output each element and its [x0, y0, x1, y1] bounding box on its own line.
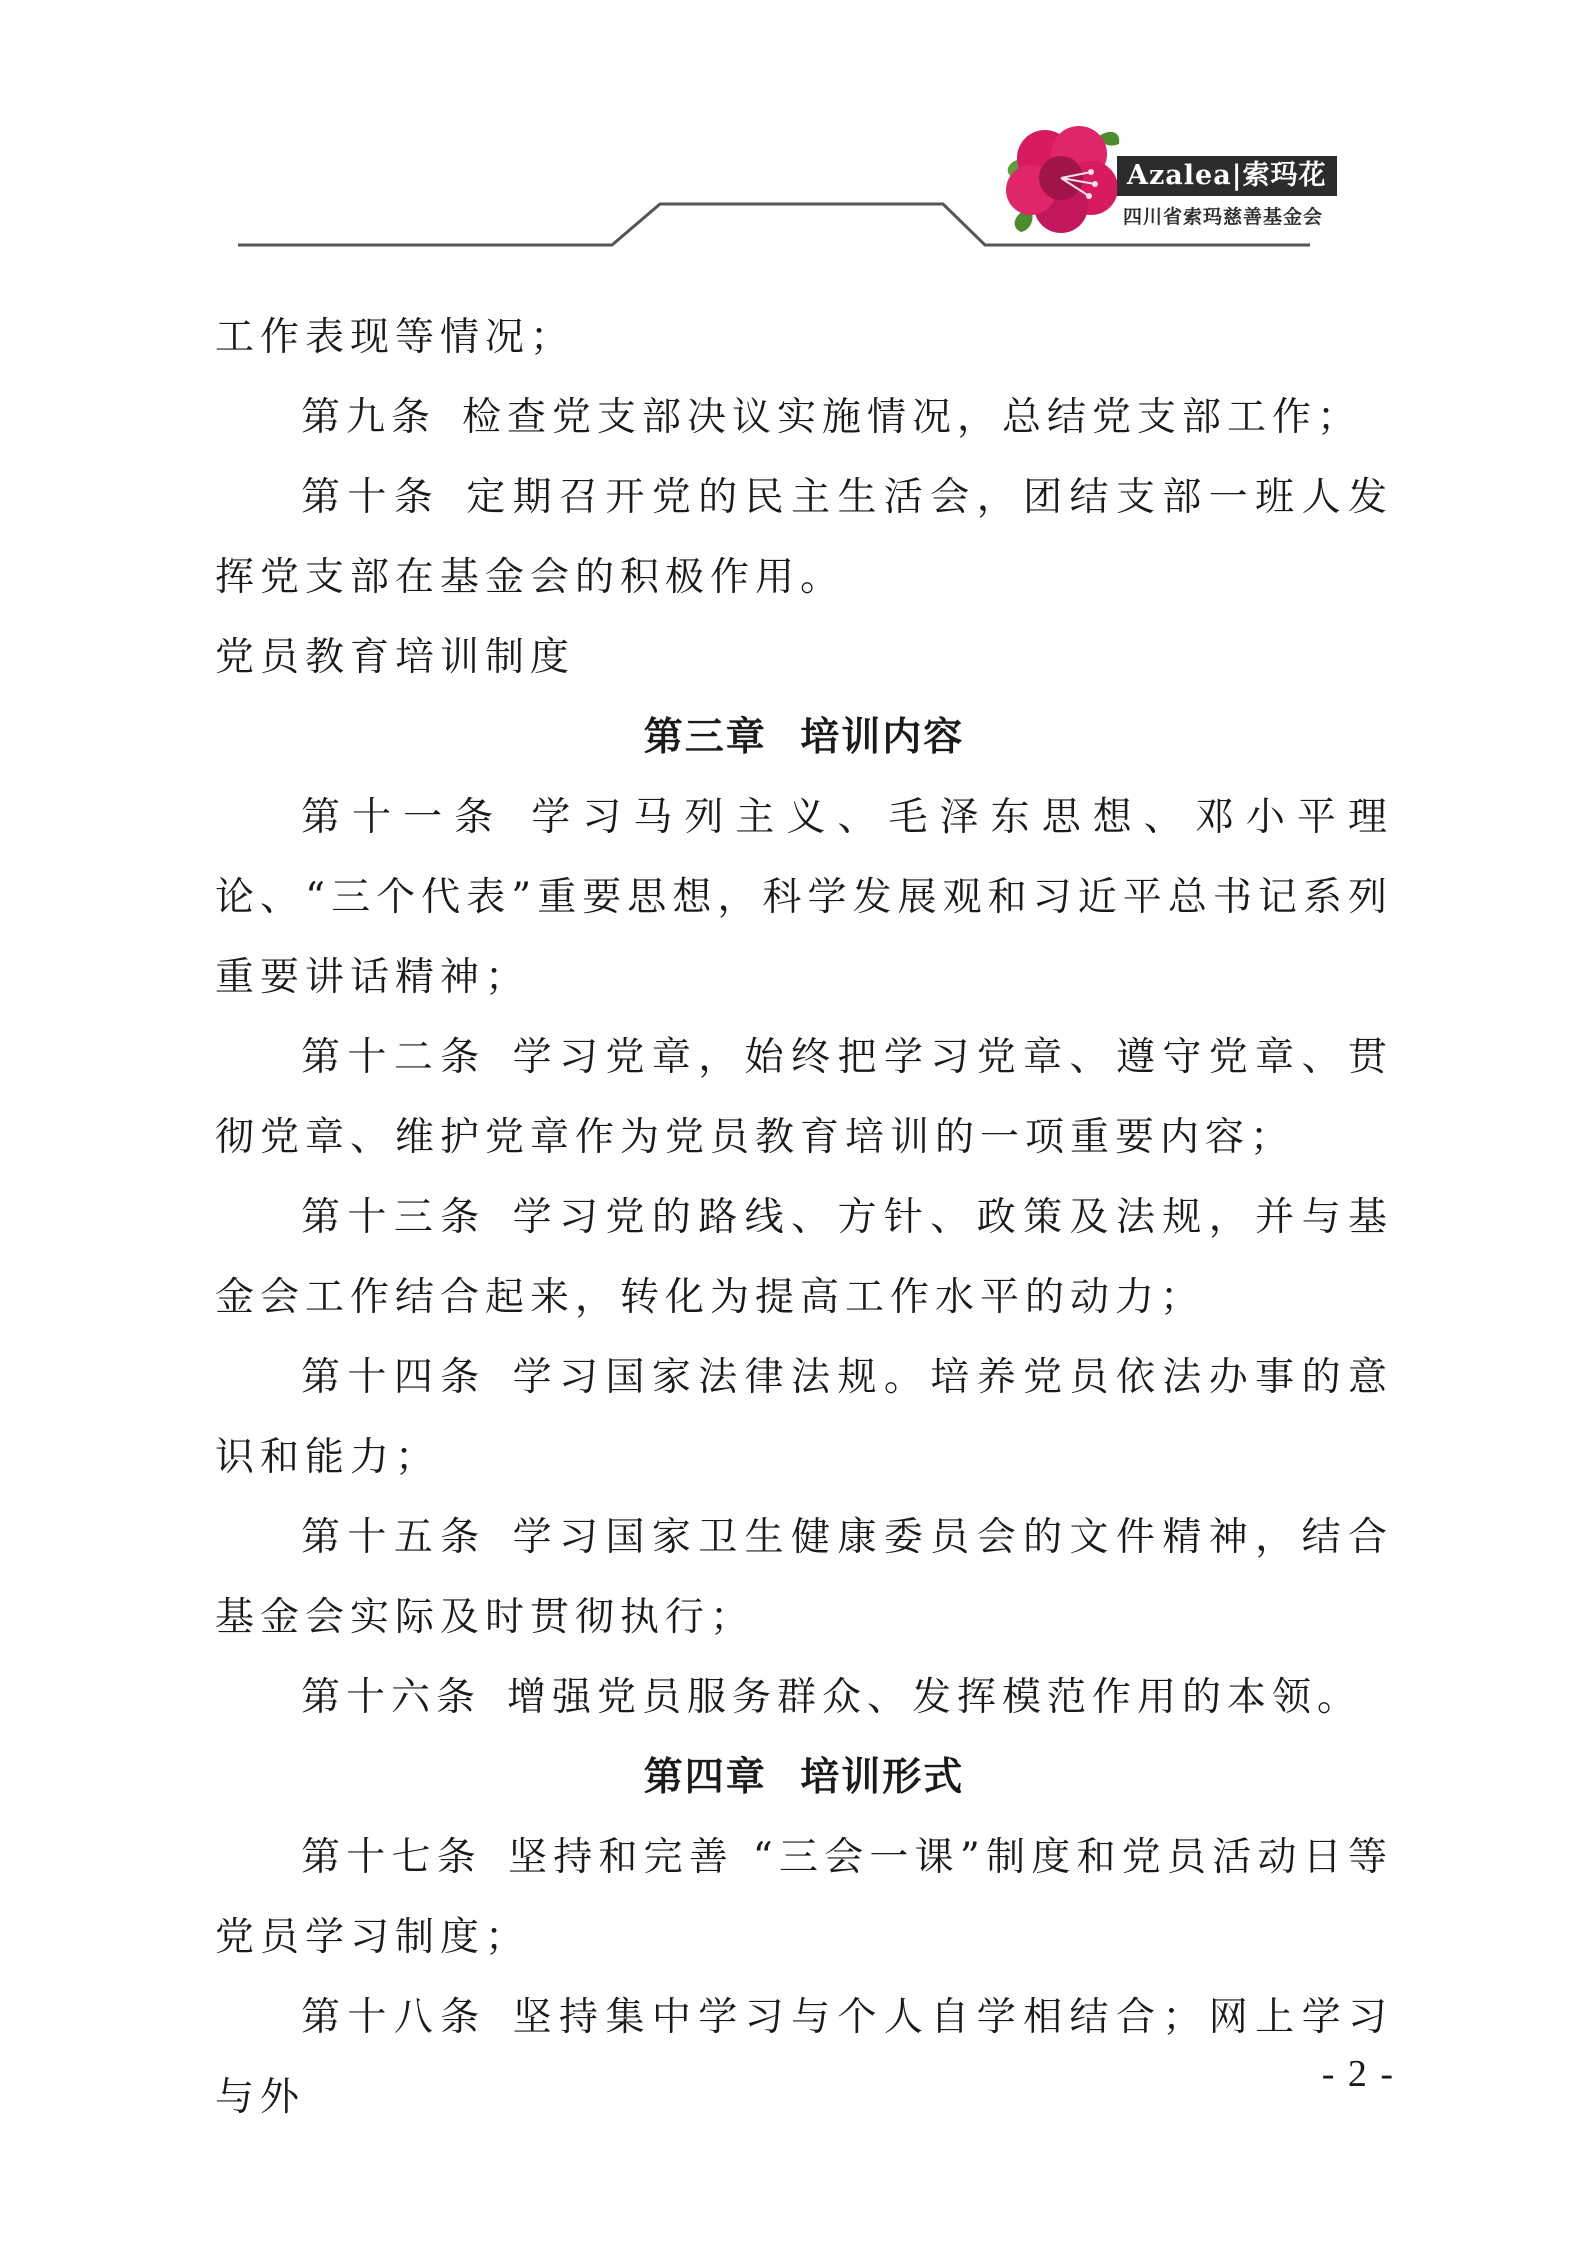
article-10 [215, 458, 1393, 618]
foundation-logo [1005, 118, 1335, 248]
article-text: 学习马列主义、毛泽东思想、邓小平理论、“三个代表”重要思想，科学发展观和习近平总书记系列重要讲话精神； [215, 795, 1393, 1000]
document-body [215, 298, 1393, 2138]
logo-brand: Azalea [1127, 160, 1232, 191]
article-text: 学习党的路线、方针、政策及法规，并与基金会工作结合起来，转化为提高工作水平的动力； [215, 1195, 1393, 1320]
article-17 [215, 1818, 1393, 1978]
article-text: 检查党支部决议实施情况，总结党支部工作； [462, 395, 1363, 440]
article-text: 增强党员服务群众、发挥模范作用的本领。 [507, 1675, 1363, 1720]
chapter-4-heading: 第四章 培训形式 [643, 1755, 965, 1800]
article-number: 第九条 [301, 395, 437, 440]
article-9 [215, 378, 1393, 458]
article-13 [215, 1178, 1393, 1338]
article-text: 定期召开党的民主生活会，团结支部一班人发挥党支部在基金会的积极作用。 [215, 475, 1393, 600]
article-number: 第十七条 [301, 1835, 482, 1880]
article-12 [215, 1018, 1393, 1178]
article-number: 第十六条 [301, 1675, 482, 1720]
article-number: 第十四条 [301, 1355, 487, 1400]
article-text: 学习国家卫生健康委员会的文件精神，结合基金会实际及时贯彻执行； [215, 1515, 1393, 1640]
article-11 [215, 778, 1393, 1018]
article-number: 第十二条 [301, 1035, 487, 1080]
article-14 [215, 1338, 1393, 1498]
azalea-flower-icon [1005, 118, 1123, 238]
article-16 [215, 1658, 1393, 1738]
article-number: 第十五条 [301, 1515, 487, 1560]
logo-name: Azalea|索玛花 [1117, 156, 1337, 196]
article-number: 第十条 [301, 475, 441, 520]
chapter-3-heading: 第三章 培训内容 [643, 715, 965, 760]
article-number: 第十一条 [301, 795, 506, 840]
article-text: 坚持集中学习与个人自学相结合；网上学习与外 [215, 1995, 1393, 2120]
article-text: 学习国家法律法规。培养党员依法办事的意识和能力； [215, 1355, 1393, 1480]
article-18 [215, 1978, 1393, 2138]
paragraph-continued: 工作表现等情况； [215, 315, 576, 360]
article-number: 第十三条 [301, 1195, 487, 1240]
logo-cn: 索玛花 [1242, 160, 1327, 191]
section-title: 党员教育培训制度 [215, 635, 576, 680]
page-number: - 2 - [1321, 2053, 1395, 2095]
article-15 [215, 1498, 1393, 1658]
article-text: 学习党章，始终把学习党章、遵守党章、贯彻党章、维护党章作为党员教育培训的一项重要内容； [215, 1035, 1393, 1160]
logo-org-name: 四川省索玛慈善基金会 [1123, 206, 1324, 228]
article-number: 第十八条 [301, 1995, 487, 2040]
article-text: 坚持和完善 “三会一课”制度和党员活动日等党员学习制度； [215, 1835, 1393, 1960]
header-rule [0, 0, 1587, 260]
